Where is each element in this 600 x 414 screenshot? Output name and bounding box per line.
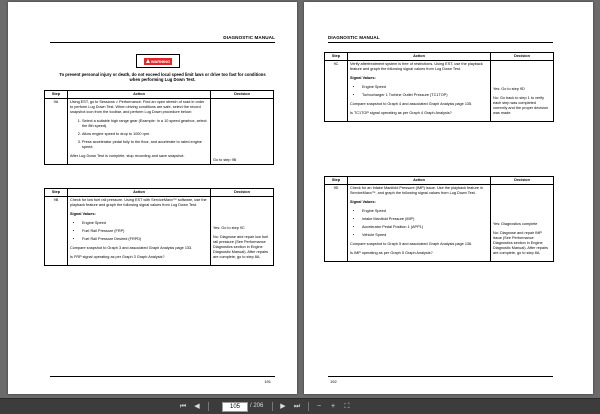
next-page-button[interactable]: ▶ bbox=[280, 403, 286, 410]
signal-list bbox=[350, 85, 488, 98]
step-table-9a bbox=[44, 90, 274, 165]
step-cell: 9A bbox=[45, 98, 68, 164]
toolbar-separator bbox=[272, 402, 273, 411]
warning-triangle-icon bbox=[146, 59, 150, 63]
header-rule bbox=[328, 42, 553, 43]
action-cell bbox=[348, 60, 491, 121]
action-text: Check for low fuel rail pressure. Using EST with ServiceMaxx™ software, use the playback feature and graph the following signal values from Lug Down Test. bbox=[70, 198, 207, 208]
header-rule bbox=[50, 42, 275, 43]
list-item: • Engine Speed bbox=[362, 209, 488, 214]
col-decision-header: Decision bbox=[491, 53, 554, 61]
table-row bbox=[325, 184, 554, 261]
col-step-header: Step bbox=[325, 177, 348, 185]
question-text: Is IMP operating as per Graph 5 Graph Analysis? bbox=[350, 250, 433, 255]
list-item: • Engine Speed bbox=[82, 221, 208, 226]
table-row bbox=[325, 60, 554, 121]
table-row bbox=[45, 196, 274, 265]
list-item: • Turbocharger 1 Turbine Outlet Pressure (TC1TOP) bbox=[362, 93, 488, 98]
action-text: Check for an Intake Manifold Pressure (IMP) issue. Use the playback feature in ServiceMaxx™, and graph the following signal values from Lug Down Test. bbox=[350, 186, 483, 196]
warning-box bbox=[136, 54, 180, 68]
action-text: Compare snapshot to Graph 4 and associated Graph Analysis page 135. bbox=[350, 101, 473, 106]
warning-label: WARNING bbox=[150, 58, 171, 64]
action-cell bbox=[68, 98, 211, 164]
action-cell bbox=[68, 196, 211, 265]
page-number: 192 bbox=[330, 379, 337, 384]
table-header-row bbox=[45, 189, 274, 197]
decision-no: No: Go back to step 1 to verify each step was completed correctly and the proper decision was made. bbox=[493, 96, 549, 115]
warning-tag bbox=[144, 58, 172, 65]
prev-page-button[interactable]: ◀ bbox=[194, 403, 200, 410]
step-cell: 9B bbox=[45, 196, 68, 265]
action-cell bbox=[348, 184, 491, 261]
col-action-header: Action bbox=[68, 189, 211, 197]
page-header: DIAGNOSTIC MANUAL bbox=[328, 35, 380, 40]
action-text: Compare snapshot to Graph 5 and associated Graph Analysis page 136. bbox=[350, 241, 473, 246]
signal-list bbox=[350, 209, 488, 238]
list-item: 2. Allow engine speed to drop to 1000 rpm. bbox=[82, 132, 208, 137]
list-item: 3. Press accelerator pedal fully to the floor, and accelerate to rated engine speed. bbox=[82, 140, 208, 150]
signal-values-title: Signal Values: bbox=[350, 76, 376, 81]
step-table-9d bbox=[324, 176, 554, 262]
decision-cell bbox=[491, 184, 554, 261]
question-text: Is TC1TOP signal operating as per Graph 4 Graph Analysis? bbox=[350, 110, 452, 115]
last-page-button[interactable]: ⏭ bbox=[293, 403, 301, 410]
first-page-button[interactable]: ⏮ bbox=[179, 403, 187, 410]
page-number: 191 bbox=[264, 379, 271, 384]
toolbar-separator bbox=[308, 402, 309, 411]
list-item: • Fuel Rail Pressure Desired (FRPD) bbox=[82, 237, 208, 242]
toolbar-separator bbox=[208, 402, 209, 411]
left-page bbox=[8, 2, 297, 394]
col-action-header: Action bbox=[348, 53, 491, 61]
right-page bbox=[304, 2, 593, 394]
list-item: • Intake Manifold Pressure (IMP) bbox=[362, 217, 488, 222]
decision-yes: Yes: Go to step 9C bbox=[213, 226, 245, 231]
action-text: Compare snapshot to Graph 3 and associated Graph Analysis page 133. bbox=[70, 245, 193, 250]
question-text: Is FRP signal operating as per Graph 3 Graph Analysis? bbox=[70, 254, 165, 259]
signal-values-title: Signal Values: bbox=[70, 212, 96, 217]
decision-cell: Go to step 9B bbox=[211, 98, 274, 164]
page-number-input[interactable]: 105 bbox=[222, 402, 248, 412]
procedure-list bbox=[70, 119, 208, 150]
decision-no: No: Diagnose and repair IMP issue (See Performance Diagnostics section in Engine Diagnostic Manual). After repairs are complete, go to step 8A. bbox=[493, 231, 549, 255]
table-row bbox=[45, 98, 274, 164]
step-cell: 9D bbox=[325, 184, 348, 261]
viewer-toolbar bbox=[0, 398, 600, 414]
col-action-header: Action bbox=[68, 91, 211, 99]
col-step-header: Step bbox=[45, 189, 68, 197]
decision-cell bbox=[491, 60, 554, 121]
col-action-header: Action bbox=[348, 177, 491, 185]
signal-list bbox=[70, 221, 208, 242]
signal-values-title: Signal Values: bbox=[350, 200, 376, 205]
step-table-9b bbox=[44, 188, 274, 266]
decision-cell bbox=[211, 196, 274, 265]
footer-rule bbox=[328, 376, 553, 377]
list-item: • Engine Speed bbox=[362, 85, 488, 90]
step-table-9c bbox=[324, 52, 554, 122]
col-step-header: Step bbox=[45, 91, 68, 99]
list-item: • Accelerator Pedal Position 1 (APP1) bbox=[362, 225, 488, 230]
table-header-row bbox=[45, 91, 274, 99]
col-step-header: Step bbox=[325, 53, 348, 61]
list-item: • Vehicle Speed bbox=[362, 233, 488, 238]
decision-no: No: Diagnose and repair low fuel rail pressure (See Performance Diagnostics section in Engine Diagnostic Manual). After repairs are complete, go to step 8A. bbox=[213, 235, 269, 259]
table-header-row bbox=[325, 53, 554, 61]
zoom-in-button[interactable]: + bbox=[330, 403, 336, 410]
decision-yes: Yes: Go to step 9D bbox=[493, 87, 525, 92]
col-decision-header: Decision bbox=[491, 177, 554, 185]
warning-text: To prevent personal injury or death, do not exceed local speed limit laws or drive too fast for conditions when performing Lug Down Test. bbox=[59, 72, 266, 83]
table-header-row bbox=[325, 177, 554, 185]
list-item: • Fuel Rail Pressure (FRP) bbox=[82, 229, 208, 234]
col-decision-header: Decision bbox=[211, 189, 274, 197]
footer-rule bbox=[50, 376, 275, 377]
decision-yes: Yes: Diagnostics complete bbox=[493, 222, 538, 227]
page-header: DIAGNOSTIC MANUAL bbox=[223, 35, 275, 40]
zoom-out-button[interactable]: − bbox=[316, 403, 322, 410]
col-decision-header: Decision bbox=[211, 91, 274, 99]
action-text: After Lug Down Test is complete, stop recording and save snapshot. bbox=[70, 153, 185, 158]
action-text: Using EST, go to Sessions > Performance. Find an open stretch of road in order to perform Lug Down Test. When driving conditions are safe, select the record snapshot icon from the toolbar, and perform Lug Down procedure below: bbox=[70, 100, 205, 115]
step-cell: 9C bbox=[325, 60, 348, 121]
page-total: / 206 bbox=[250, 403, 264, 409]
fit-page-button[interactable]: ⛶ bbox=[344, 403, 350, 410]
list-item: 1. Select a suitable high range gear (Example: In a 10 speed gearbox, select the 8th speed). bbox=[82, 119, 208, 129]
action-text: Verify aftertreatment system is free of restrictions. Using EST, use the playback feature and graph the following signal values from Lug Down Test. bbox=[350, 62, 483, 72]
